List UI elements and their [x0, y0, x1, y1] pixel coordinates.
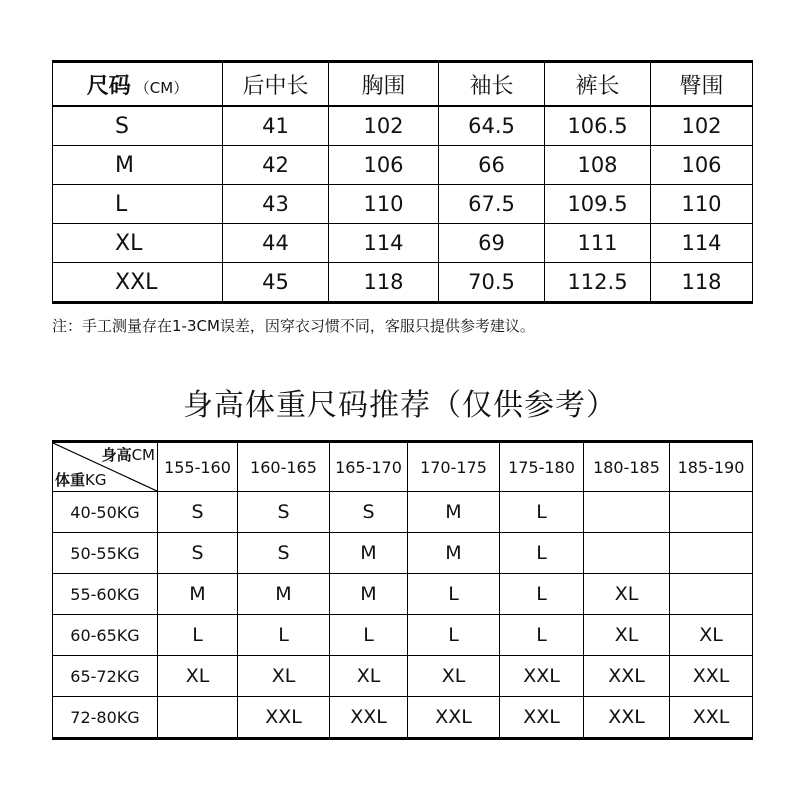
column-header-back-length: 后中长 — [223, 62, 329, 107]
table-cell: 45 — [223, 263, 329, 303]
table-cell: 102 — [329, 106, 439, 146]
table-row — [53, 656, 753, 697]
table-cell: L — [408, 574, 500, 615]
table-cell: L — [408, 615, 500, 656]
table-row — [53, 533, 753, 574]
table-cell: XL — [670, 615, 753, 656]
weight-range-label: 55-60KG — [53, 574, 158, 615]
table-cell: 66 — [439, 146, 545, 185]
table-cell: 106.5 — [545, 106, 651, 146]
weight-unit: KG — [85, 471, 107, 489]
table-row — [53, 224, 753, 263]
table-cell: XXL — [408, 697, 500, 739]
column-header-chest: 胸围 — [329, 62, 439, 107]
table-cell: L — [500, 574, 584, 615]
table-cell — [670, 574, 753, 615]
size-measurement-table — [52, 60, 753, 304]
table-cell: XL — [158, 656, 238, 697]
size-column-header — [53, 62, 223, 107]
weight-range-label: 60-65KG — [53, 615, 158, 656]
table-cell: L — [330, 615, 408, 656]
table-cell — [670, 492, 753, 533]
size-label: L — [53, 185, 223, 224]
table-cell: L — [500, 533, 584, 574]
height-range-header: 175-180 — [500, 442, 584, 492]
table-cell: 70.5 — [439, 263, 545, 303]
table-cell: XXL — [500, 656, 584, 697]
table-cell: XL — [238, 656, 330, 697]
height-range-header: 170-175 — [408, 442, 500, 492]
table-cell: S — [330, 492, 408, 533]
table-cell: M — [330, 533, 408, 574]
table-row — [53, 146, 753, 185]
table-cell: 106 — [651, 146, 753, 185]
table-cell: XXL — [584, 656, 670, 697]
table-cell: M — [238, 574, 330, 615]
table-row — [53, 106, 753, 146]
table-cell: XXL — [238, 697, 330, 739]
table-cell: XXL — [584, 697, 670, 739]
table-cell: 111 — [545, 224, 651, 263]
table-cell: XL — [584, 574, 670, 615]
table-cell: 41 — [223, 106, 329, 146]
table-row — [53, 574, 753, 615]
height-label: 身高 — [101, 446, 132, 464]
table-cell — [584, 492, 670, 533]
table-cell: S — [238, 533, 330, 574]
table-cell: 118 — [329, 263, 439, 303]
size-header-label: 尺码 — [86, 73, 131, 99]
size-label: XL — [53, 224, 223, 263]
table-cell: 67.5 — [439, 185, 545, 224]
weight-label: 体重 — [55, 471, 86, 489]
height-range-header: 180-185 — [584, 442, 670, 492]
corner-diagonal-header — [53, 442, 158, 492]
table-cell: L — [500, 615, 584, 656]
table-cell: 118 — [651, 263, 753, 303]
table-cell: M — [158, 574, 238, 615]
table-row — [53, 185, 753, 224]
table-cell: 64.5 — [439, 106, 545, 146]
table-cell: XXL — [670, 697, 753, 739]
table-cell — [584, 533, 670, 574]
table-cell: XL — [408, 656, 500, 697]
height-range-header: 155-160 — [158, 442, 238, 492]
weight-range-label: 72-80KG — [53, 697, 158, 739]
column-header-pants-length: 裤长 — [545, 62, 651, 107]
table-cell: M — [408, 492, 500, 533]
table-cell: M — [330, 574, 408, 615]
weight-range-label: 50-55KG — [53, 533, 158, 574]
table-cell: 114 — [651, 224, 753, 263]
table-cell: S — [158, 492, 238, 533]
table-cell: XL — [330, 656, 408, 697]
table-cell: 42 — [223, 146, 329, 185]
size-recommendation-table — [52, 440, 753, 740]
table-cell: 108 — [545, 146, 651, 185]
table-cell — [670, 533, 753, 574]
table-cell: L — [238, 615, 330, 656]
table-cell: S — [158, 533, 238, 574]
table-cell — [158, 697, 238, 739]
height-unit: CM — [131, 446, 155, 464]
measurement-note: 注：手工测量存在1-3CM误差，因穿衣习惯不同，客服只提供参考建议。 — [52, 317, 535, 335]
column-header-hip: 臀围 — [651, 62, 753, 107]
table-row — [53, 263, 753, 303]
size-label: XXL — [53, 263, 223, 303]
table-cell: XXL — [500, 697, 584, 739]
table-row — [53, 615, 753, 656]
table-row — [53, 697, 753, 739]
corner-weight-label — [55, 469, 106, 490]
table-cell: S — [238, 492, 330, 533]
size-header-unit: （CM） — [134, 78, 189, 97]
table-cell: 69 — [439, 224, 545, 263]
table-cell: 44 — [223, 224, 329, 263]
table-cell: L — [158, 615, 238, 656]
table-cell: XXL — [670, 656, 753, 697]
table-cell: 110 — [651, 185, 753, 224]
height-range-header: 185-190 — [670, 442, 753, 492]
table-cell: 110 — [329, 185, 439, 224]
table-cell: 102 — [651, 106, 753, 146]
table-cell: L — [500, 492, 584, 533]
table-cell: 43 — [223, 185, 329, 224]
table-cell: 112.5 — [545, 263, 651, 303]
table-cell: XL — [584, 615, 670, 656]
size-label: S — [53, 106, 223, 146]
recommendation-title: 身高体重尺码推荐（仅供参考） — [183, 388, 617, 423]
table-cell: 109.5 — [545, 185, 651, 224]
weight-range-label: 40-50KG — [53, 492, 158, 533]
height-range-header: 165-170 — [330, 442, 408, 492]
table-cell: 106 — [329, 146, 439, 185]
table-cell: 114 — [329, 224, 439, 263]
corner-height-label — [102, 444, 155, 465]
table-row — [53, 492, 753, 533]
weight-range-label: 65-72KG — [53, 656, 158, 697]
table-cell: M — [408, 533, 500, 574]
size-table-header-row — [53, 62, 753, 107]
height-range-header: 160-165 — [238, 442, 330, 492]
size-label: M — [53, 146, 223, 185]
column-header-sleeve-length: 袖长 — [439, 62, 545, 107]
table-cell: XXL — [330, 697, 408, 739]
height-header-row — [53, 442, 753, 492]
